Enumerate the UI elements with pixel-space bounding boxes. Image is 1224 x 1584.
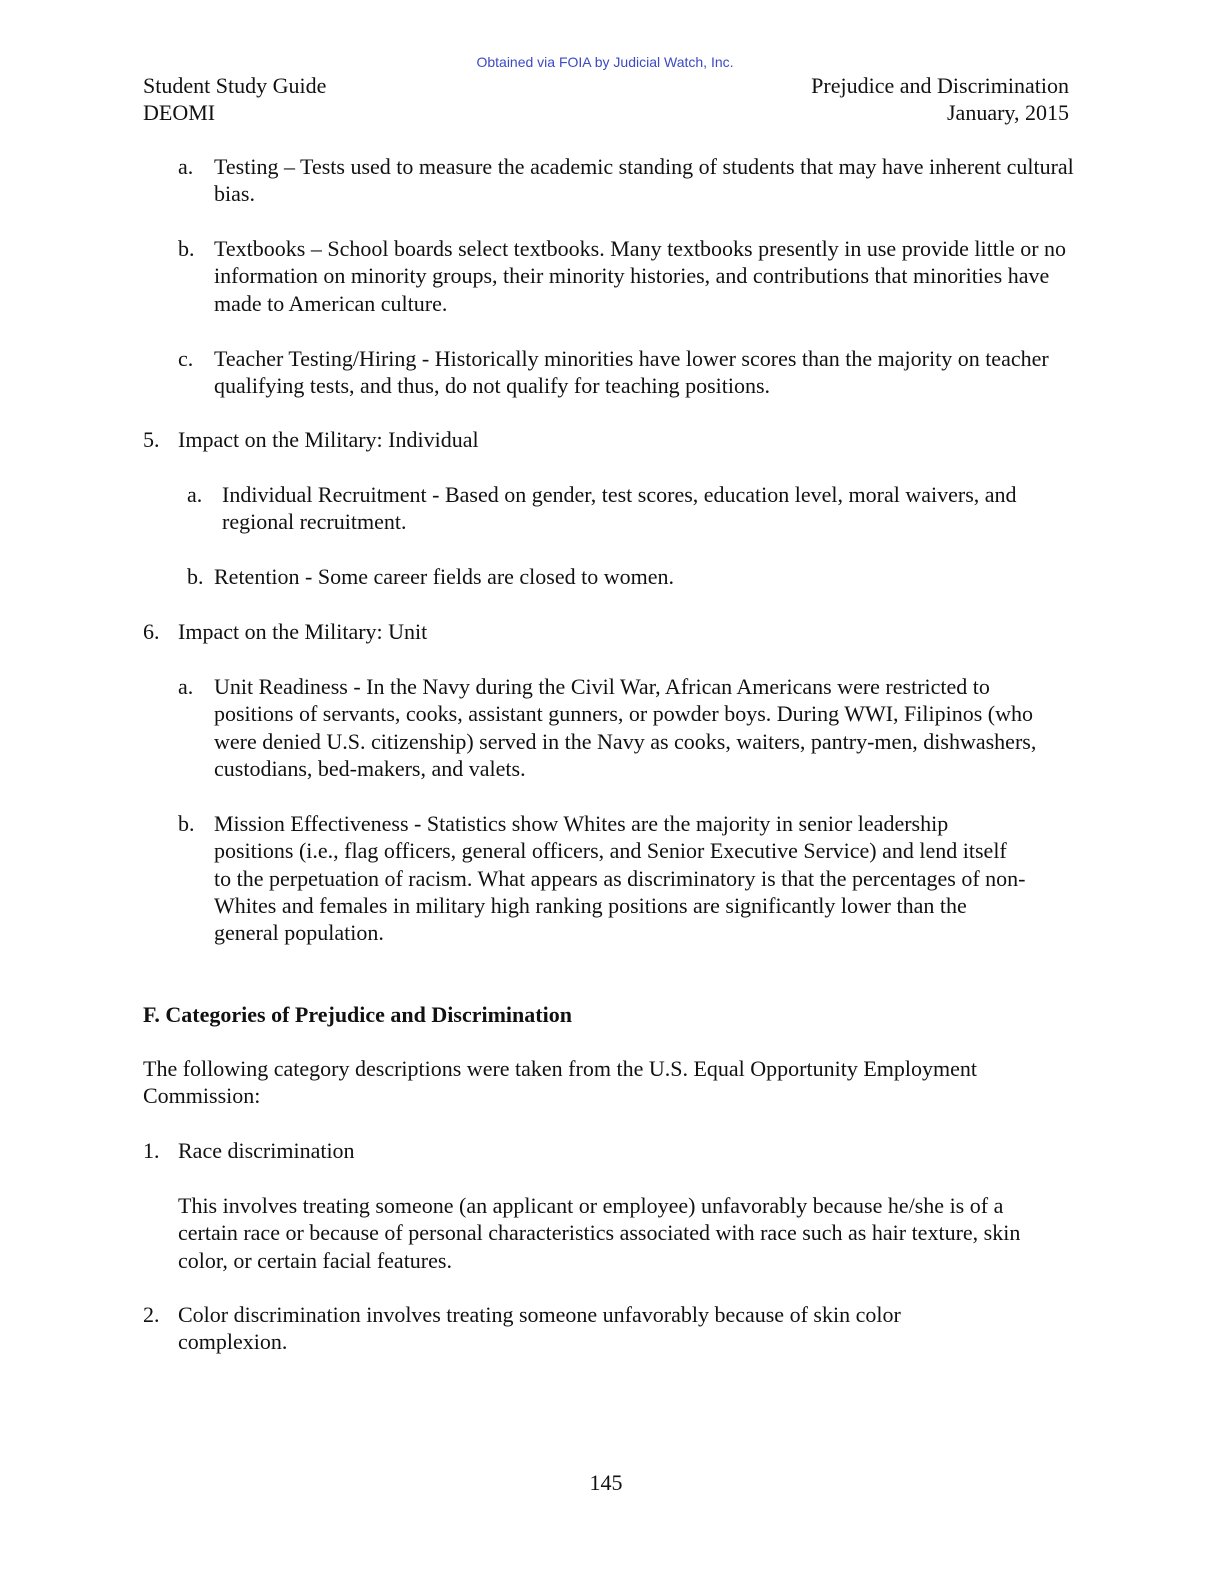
header-right xyxy=(811,72,1069,126)
list-marker: b. xyxy=(178,811,195,836)
list-marker: a. xyxy=(187,482,203,507)
category-title-race: Race discrimination xyxy=(178,1138,355,1163)
list-item-recruitment: Individual Recruitment - Based on gender, test scores, education level, moral waivers, and regional recruitment. xyxy=(222,482,1017,535)
list-item-unit-readiness: Unit Readiness - In the Navy during the Civil War, African Americans were restricted to positions of servants, cooks, assistant gunners, or powder boys. During WWI, Filipinos (who were denied U.S. citizenship) served in the Navy as cooks, waiters, pantry-men, dishwashers, custodians, bed-makers, and valets. xyxy=(214,674,1037,781)
header-guide-title: Student Study Guide xyxy=(143,73,327,98)
list-item-teacher-testing: Teacher Testing/Hiring - Historically minorities have lower scores than the majority on teacher qualifying tests, and thus, do not qualify for teaching positions. xyxy=(214,346,1049,399)
section-title-individual: Impact on the Military: Individual xyxy=(178,427,479,452)
section-heading-categories: F. Categories of Prejudice and Discrimination xyxy=(143,1002,572,1027)
list-item-retention: Retention - Some career fields are closed to women. xyxy=(214,564,675,589)
list-marker: b. xyxy=(178,236,195,261)
section-intro: The following category descriptions were taken from the U.S. Equal Opportunity Employment Commission: xyxy=(143,1056,977,1109)
list-item-mission-effectiveness: Mission Effectiveness - Statistics show Whites are the majority in senior leadership positions (i.e., flag officers, general officers, and Senior Executive Service) and lend itself to the perpetuation of racism. What appears as discriminatory is that the percentages of non-Whites and females in military high ranking positions are significantly lower than the general population. xyxy=(214,811,1026,946)
section-number: 5. xyxy=(143,427,160,452)
header-topic: Prejudice and Discrimination xyxy=(811,73,1069,98)
header-left xyxy=(143,72,326,126)
category-body-race: This involves treating someone (an applicant or employee) unfavorably because he/she is of a certain race or because of personal characteristics associated with race such as hair texture, skin color, or certain facial features. xyxy=(178,1193,1021,1273)
list-item-textbooks: Textbooks – School boards select textbooks. Many textbooks presently in use provide little or no information on minority groups, their minority histories, and contributions that minorities have made to American culture. xyxy=(214,236,1067,316)
header-org: DEOMI xyxy=(143,100,216,125)
list-marker: a. xyxy=(178,674,194,699)
list-marker: b. xyxy=(187,564,204,589)
page-number: 145 xyxy=(589,1470,623,1495)
section-number: 2. xyxy=(143,1302,160,1327)
header-date: January, 2015 xyxy=(947,100,1069,125)
foia-watermark: Obtained via FOIA by Judicial Watch, Inc. xyxy=(476,54,734,70)
list-item-testing: Testing – Tests used to measure the academic standing of students that may have inherent cultural bias. xyxy=(214,154,1074,207)
category-color: Color discrimination involves treating someone unfavorably because of skin color complexion. xyxy=(178,1302,901,1355)
section-number: 6. xyxy=(143,619,160,644)
section-title-unit: Impact on the Military: Unit xyxy=(178,619,428,644)
list-marker: c. xyxy=(178,346,194,371)
section-number: 1. xyxy=(143,1138,160,1163)
list-marker: a. xyxy=(178,154,194,179)
